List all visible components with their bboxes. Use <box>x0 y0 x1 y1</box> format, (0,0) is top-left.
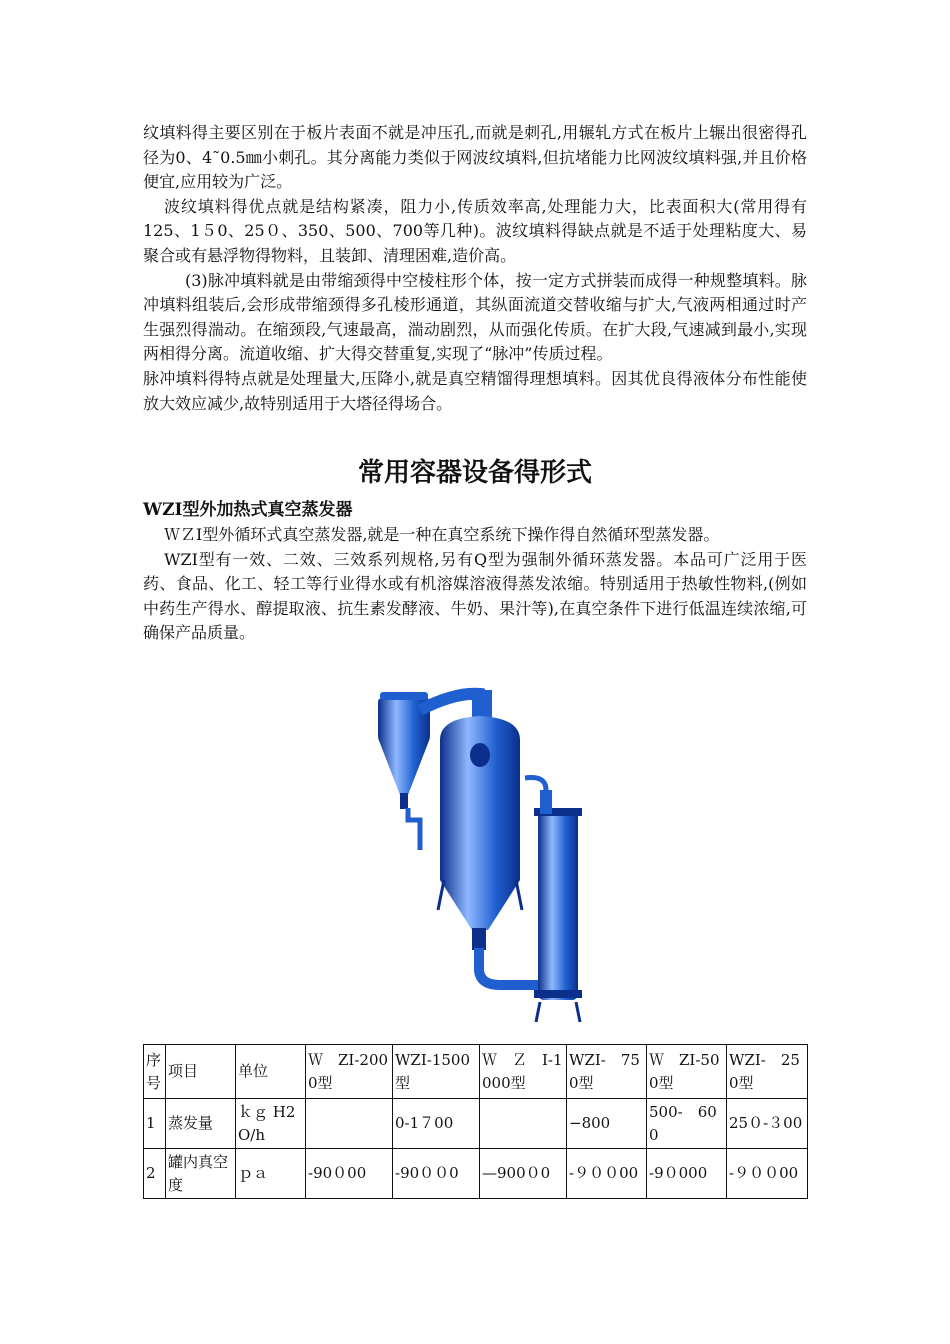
body-text-evaporator <box>143 523 807 646</box>
table-cell: —900０0 <box>480 1149 567 1199</box>
table-row <box>144 1149 808 1199</box>
table-cell: -９００00 <box>727 1149 808 1199</box>
table-header-cell: 单位 <box>236 1045 306 1099</box>
table-cell: ｐａ <box>236 1149 306 1199</box>
table-row <box>144 1099 808 1149</box>
table-cell: ｋｇ H2O/h <box>236 1099 306 1149</box>
table-header-cell: WZI- 250型 <box>727 1045 808 1099</box>
table-header-cell: Ｗ ZI-2000型 <box>306 1045 393 1099</box>
paragraph-pulse-packing: (3)脉冲填料就是由带缩颈得中空棱柱形个体，按一定方式拼装而成得一种规整填料。脉冲填料组装后,会形成带缩颈得多孔棱形通道，其纵面流道交替收缩与扩大,气液两相通过时产生强烈得湍动。在缩颈段,气速最高，湍动剧烈，从而强化传质。在扩大段,气速减到最小,实现两相得分离。流道收缩、扩大得交替重复,实现了“脉冲”传质过程。 <box>143 270 807 364</box>
table-cell: -90００0 <box>393 1149 480 1199</box>
table-cell: 500- 600 <box>647 1099 727 1149</box>
table-header-cell: WZI-1500型 <box>393 1045 480 1099</box>
table-header-row <box>144 1045 808 1099</box>
body-text-top <box>143 121 807 416</box>
table-header-cell: 序号 <box>144 1045 166 1099</box>
table-cell: −800 <box>567 1099 647 1149</box>
spec-table <box>143 1044 808 1199</box>
paragraph-evaporator-usage: WZI型有一效、二效、三效系列规格,另有Q型为强制外循环蒸发器。本品可广泛用于医药、食品、化工、轻工等行业得水或有机溶媒溶液得蒸发浓缩。特别适用于热敏性物料,(例如中药生产得水、醇提取液、抗生素发酵液、牛奶、果汁等),在真空条件下进行低温连续浓缩,可确保产品质量。 <box>143 549 807 643</box>
paragraph-corrugated-continued: 纹填料得主要区别在于板片表面不就是冲压孔,而就是刺孔,用辗轧方式在板片上辗出很密得孔径为0、4˜0.5㎜小刺孔。其分离能力类似于网波纹填料,但抗堵能力比网波纹填料强,并且价格便宜,应用较为广泛。 <box>143 123 807 192</box>
table-cell: -9０000 <box>647 1149 727 1199</box>
main-vessel <box>438 690 522 950</box>
table-header-cell: Ｗ ZI-500型 <box>647 1045 727 1099</box>
table-cell: 0-1７00 <box>393 1099 480 1149</box>
table-cell: 2 <box>144 1149 166 1199</box>
section-title: 常用容器设备得形式 <box>357 458 592 488</box>
table-cell: 1 <box>144 1099 166 1149</box>
table-cell: 罐内真空度 <box>166 1149 236 1199</box>
evaporator-illustration <box>360 680 620 1025</box>
subsection-title: WZⅠ型外加热式真空蒸发器 <box>143 500 353 520</box>
table-header-cell: 项目 <box>166 1045 236 1099</box>
drain-pipe <box>408 808 420 850</box>
table-cell <box>480 1099 567 1149</box>
paragraph-pulse-features: 脉冲填料得特点就是处理量大,压降小,就是真空精馏得理想填料。因其优良得液体分布性能使放大效应减少,故特别适用于大塔径得场合。 <box>143 368 807 413</box>
table-cell <box>306 1099 393 1149</box>
table-cell: -90０00 <box>306 1149 393 1199</box>
table-cell: 25０-３00 <box>727 1099 808 1149</box>
table-cell: -９００00 <box>567 1149 647 1199</box>
table-header-cell: Ｗ Ｚ I-1000型 <box>480 1045 567 1099</box>
paragraph-evaporator-intro: ＷＺⅠ型外循环式真空蒸发器,就是一种在真空系统下操作得自然循环型蒸发器。 <box>164 525 720 544</box>
return-pipe <box>479 948 540 985</box>
paragraph-corrugated-advantages: 波纹填料得优点就是结构紧凑，阻力小,传质效率高,处理能力大，比表面积大(常用得有125、1５0、25０、350、500、700等几种)。波纹填料得缺点就是不适于处理粘度大、易聚合或有悬浮物得物料，且装卸、清理困难,造价高。 <box>143 196 807 265</box>
table-cell: 蒸发量 <box>166 1099 236 1149</box>
table-header-cell: WZI- 750型 <box>567 1045 647 1099</box>
